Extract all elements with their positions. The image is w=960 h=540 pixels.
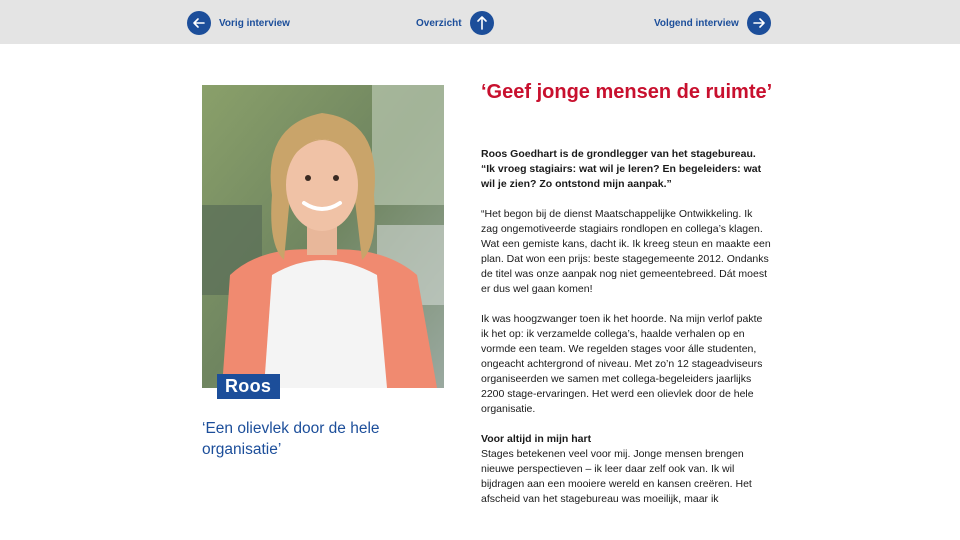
portrait-photo: [202, 85, 444, 388]
next-interview-link[interactable]: [654, 11, 771, 35]
previous-interview-link[interactable]: [187, 11, 290, 35]
arrow-up-icon[interactable]: [470, 11, 494, 35]
article-headline: ‘Geef jonge mensen de ruimte’: [481, 81, 773, 103]
top-navigation-bar: [0, 0, 960, 44]
next-interview-label: Volgend interview: [654, 17, 739, 29]
overview-label: Overzicht: [416, 17, 462, 29]
arrow-right-icon[interactable]: [747, 11, 771, 35]
article-intro: Roos Goedhart is de grondlegger van het stagebureau. “Ik vroeg stagiairs: wat wil je leren? En begeleiders: wat wil je zien? Zo ontstond mijn aanpak.”: [481, 148, 762, 190]
article-subheading: Voor altijd in mijn hart: [481, 433, 592, 445]
article-body: [481, 147, 771, 507]
name-badge: Roos: [217, 374, 280, 399]
article-paragraph: Stages betekenen veel voor mij. Jonge mensen brengen nieuwe perspectieven – ik leer daar zelf ook van. Ik wil bijdragen aan een mooiere wereld en kansen creëren. Het afscheid van het stagebureau was moeilijk, maar ik: [481, 448, 752, 505]
arrow-left-icon[interactable]: [187, 11, 211, 35]
previous-interview-label: Vorig interview: [219, 17, 290, 29]
article-paragraph: Ik was hoogzwanger toen ik het hoorde. Na mijn verlof pakte ik het op: ik verzamelde collega’s, haalde verhalen op en vormde een team. We regelden stages voor álle studenten, ongeacht achtergrond of niveau. Met zo’n 12 stageadviseurs organiseerden we samen met collega-begeleiders jaarlijks 2200 stage-ervaringen. Het werd een olievlek door de hele organisatie.: [481, 313, 763, 415]
pull-quote: ‘Een olievlek door de hele organisatie’: [202, 420, 380, 458]
overview-link[interactable]: [416, 11, 494, 35]
article-paragraph: “Het begon bij de dienst Maatschappelijke Ontwikkeling. Ik zag ongemotiveerde stagiairs rondlopen en collega’s klagen. Wat een gemiste kans, dacht ik. Ik kreeg steun en maakte een plan. Dat won een prijs: beste stagegemeente 2012. Ondanks de titel was onze aanpak nog niet gemeentebreed. Dát moest er dus wel gaan komen!: [481, 208, 771, 295]
